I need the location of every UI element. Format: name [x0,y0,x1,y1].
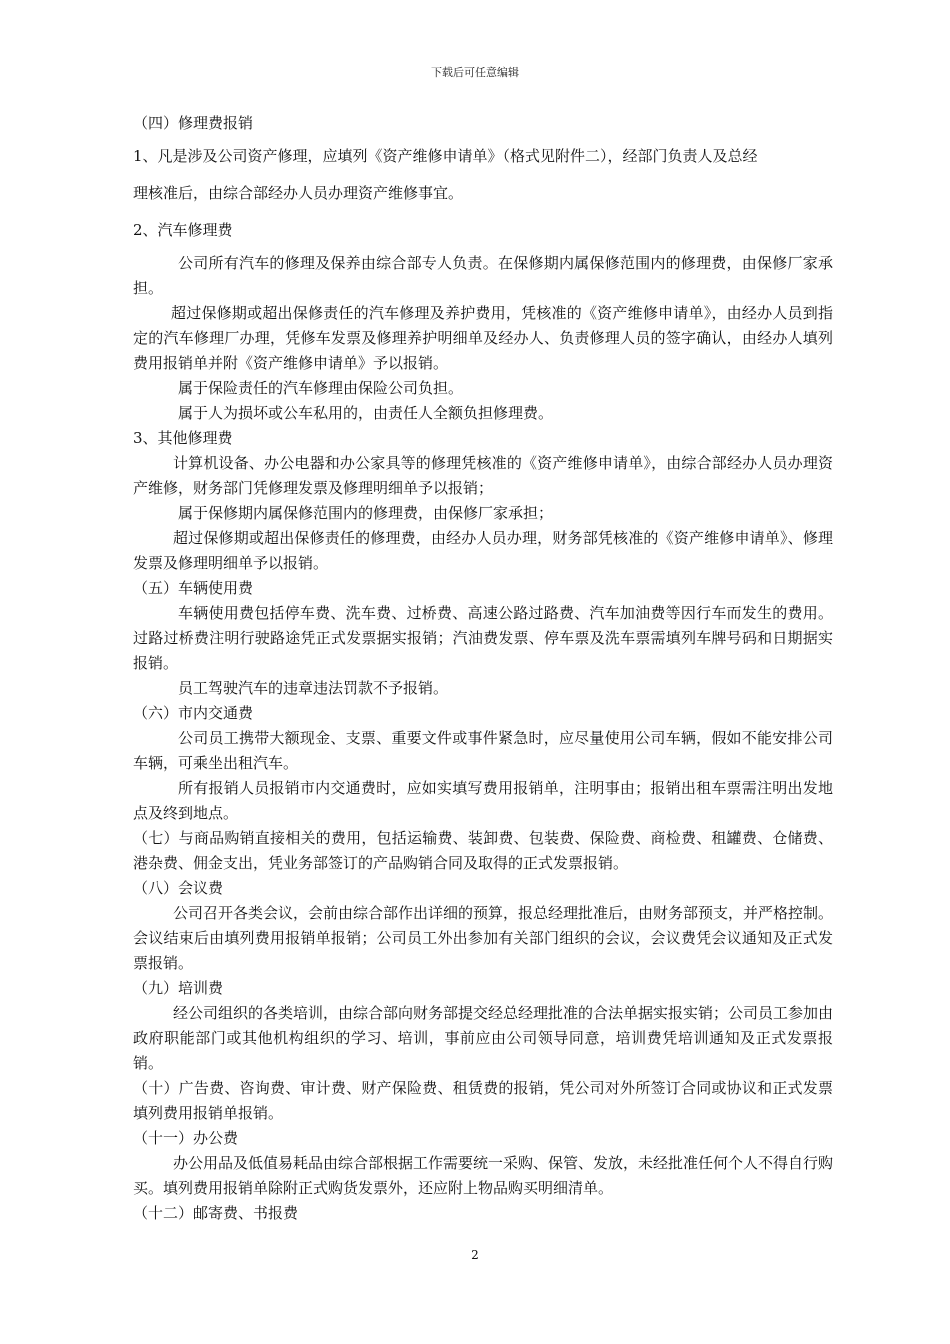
section-7-paragraph: （七）与商品购销直接相关的费用，包括运输费、装卸费、包装费、保险费、商检费、租罐费、仓储费、港杂费、佣金支出，凭业务部签订的产品购销合同及取得的正式发票报销。 [133,829,833,872]
section-8-title: （八）会议费 [133,879,224,897]
page-header: 下载后可任意编辑 [431,66,519,79]
section-11-paragraph-1: 办公用品及低值易耗品由综合部根据工作需要统一采购、保管、发放，未经批准任何个人不得自行购买。填列费用报销单除附正式购货发票外，还应附上物品购买明细清单。 [133,1154,834,1197]
document-body [133,111,833,1226]
page-number: 2 [471,1248,479,1262]
section-9-title: （九）培训费 [133,979,224,997]
section-4-3-paragraph-3: 超过保修期或超出保修责任的修理费，由经办人员办理，财务部凭核准的《资产维修申请单》、修理发票及修理明细单予以报销。 [133,529,833,572]
section-6-paragraph-2: 所有报销人员报销市内交通费时，应如实填写费用报销单，注明事由；报销出租车票需注明出发地点及终到地点。 [133,779,833,822]
section-4-3-title: 3、其他修理费 [133,429,233,447]
section-5-title: （五）车辆使用费 [133,579,254,597]
section-12-title: （十二）邮寄费、书报费 [133,1204,299,1222]
section-10-paragraph: （十）广告费、咨询费、审计费、财产保险费、租赁费的报销，凭公司对外所签订合同或协议和正式发票填列费用报销单报销。 [133,1079,833,1122]
section-5-paragraph-1: 车辆使用费包括停车费、洗车费、过桥费、高速公路过路费、汽车加油费等因行车而发生的费用。过路过桥费注明行驶路途凭正式发票据实报销；汽油费发票、停车票及洗车票需填列车牌号码和日期据实报销。 [133,604,833,672]
section-9-paragraph-1: 经公司组织的各类培训，由综合部向财务部提交经总经理批准的合法单据实报实销；公司员工参加由政府职能部门或其他机构组织的学习、培训，事前应由公司领导同意，培训费凭培训通知及正式发票报销。 [133,1004,834,1072]
section-4-3-paragraph-1: 计算机设备、办公电器和办公家具等的修理凭核准的《资产维修申请单》，由综合部经办人员办理资产维修，财务部门凭修理发票及修理明细单予以报销； [133,454,833,497]
section-6-title: （六）市内交通费 [133,704,254,722]
section-4-paragraph-1-cont: 理核准后，由综合部经办人员办理资产维修事宜。 [133,184,464,202]
section-4-2-paragraph-3: 属于保险责任的汽车修理由保险公司负担。 [178,379,464,397]
section-5-paragraph-2: 员工驾驶汽车的违章违法罚款不予报销。 [178,679,449,697]
section-4-2-paragraph-1: 公司所有汽车的修理及保养由综合部专人负责。在保修期内属保修范围内的修理费，由保修厂家承担。 [133,254,833,297]
section-4-title: （四）修理费报销 [133,114,254,132]
section-6-paragraph-1: 公司员工携带大额现金、支票、重要文件或事件紧急时，应尽量使用公司车辆，假如不能安排公司车辆，可乘坐出租汽车。 [133,729,833,772]
section-4-2-paragraph-2: 超过保修期或超出保修责任的汽车修理及养护费用，凭核准的《资产维修申请单》，由经办人员到指定的汽车修理厂办理，凭修车发票及修理养护明细单及经办人、负责修理人员的签字确认，由经办人填列费用报销单并附《资产维修申请单》予以报销。 [133,304,833,372]
section-4-paragraph-1: 1、凡是涉及公司资产修理，应填列《资产维修申请单》（格式见附件二），经部门负责人及总经 [133,147,758,165]
section-4-2-paragraph-4: 属于人为损坏或公车私用的，由责任人全额负担修理费。 [178,404,554,422]
section-4-3-paragraph-2: 属于保修期内属保修范围内的修理费，由保修厂家承担； [178,504,554,522]
section-8-paragraph-1: 公司召开各类会议，会前由综合部作出详细的预算，报总经理批准后，由财务部预支，并严格控制。会议结束后由填列费用报销单报销；公司员工外出参加有关部门组织的会议，会议费凭会议通知及正式发票报销。 [133,904,834,972]
section-4-2-title: 2、汽车修理费 [133,221,233,239]
section-11-title: （十一）办公费 [133,1129,239,1147]
